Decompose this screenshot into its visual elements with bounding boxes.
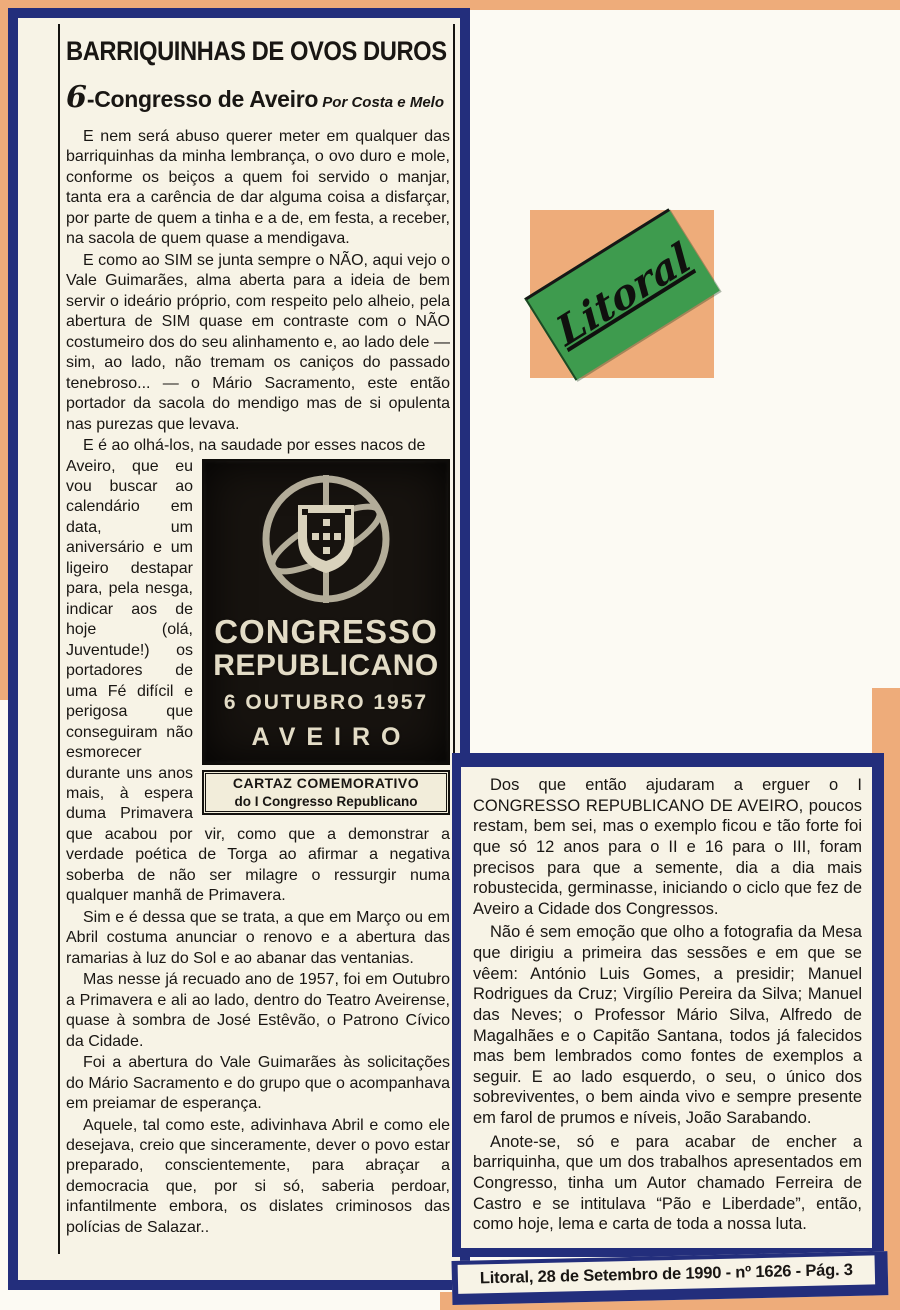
paragraph-1: E nem será abuso querer meter em qualquer das barriquinhas da minha lembrança, o ovo duro e mole, conforme os beiços a quem foi servido o manjar, tanta era a carência de dar alguma coisa a disfarçar, por parte de quem a tinha e a de, em festa, a receber, na sacola de quem quase a mendigava. <box>66 128 450 248</box>
subhead-ornament-numeral: 6 <box>66 80 87 115</box>
poster-city-line: AVEIRO <box>251 723 412 752</box>
continuation-paragraph-1: Dos que então ajudaram a erguer o I CONGRESSO REPUBLICANO DE AVEIRO, poucos restam, bem sei, mas o exemplo ficou e tão forte foi que só 12 anos para o II e 16 para o III, foram precisos para que a semente, dia a dia mais robustecida, germinasse, iniciando o ciclo que fez de Aveiro a Cidade dos Congressos. <box>473 776 862 918</box>
congress-poster-figure <box>202 459 450 816</box>
congress-poster-image <box>202 459 450 766</box>
portuguese-coat-of-arms-icon <box>251 467 401 615</box>
column-rule-left <box>58 24 60 1254</box>
article-content <box>66 36 450 1239</box>
article-subhead-row <box>66 80 450 115</box>
poster-title-line2: REPUBLICANO <box>213 649 439 683</box>
source-strip-text: Litoral, 28 de Setembro de 1990 - nº 1626 - Pág. 3 <box>479 1260 853 1288</box>
paragraph-3-intro: E é ao olhá-los, na saudade por esses nacos de <box>83 437 426 455</box>
article-clipping <box>8 8 470 1290</box>
continuation-paragraph-2: Não é sem emoção que olho a fotografia da Mesa que dirigiu a primeira das sessões e em que se vêem: António Luis Gomes, a presidir; Manuel Rodrigues da Cruz; Virgílio Pereira da Silva; Manuel das Neves; o Professor Mário Silva, Alfredo de Magalhães e o Capitão Santana, todos já falecidos mas bem lembrados como fontes de exemplos a seguir. E ao lado esquerdo, o seu, o único dos sobreviventes, o bem ainda vivo e sempre presente em farol de prumos e níveis, João Sarabando. <box>473 923 862 1127</box>
poster-caption-line1: CARTAZ COMEMORATIVO <box>232 775 420 792</box>
paragraph-7: Aquele, tal como este, adivinhava Abril e como ele desejava, creio que sinceramente, dever o povo estar preparado, conscientemente, para abraçar a democracia que, por si só, saberia perdoar, infantilmente embora, os dislates criminosos das polícias de Salazar.. <box>66 1116 450 1236</box>
paragraph-6: Foi a abertura do Vale Guimarães às solicitações do Mário Sacramento e do grupo que o acompanhava em preiamar de esperança. <box>66 1054 450 1113</box>
paragraph-4: Sim e é dessa que se trata, a que em Março ou em Abril costuma anunciar o renovo e a abertura das ramarias à luz do Sol e ao abanar das ventanias. <box>66 908 450 967</box>
continuation-paragraph-3: Anote-se, só e para acabar de encher a barriquinha, que um dos trabalhos apresentados em Congresso, tinha um Autor chamado Ferreira de Castro e se intitulava “Pão e Liberdade”, então, como hoje, lema e carta de toda a nossa luta. <box>473 1132 862 1234</box>
article-body <box>66 127 450 1238</box>
article-subtitle: -Congresso de Aveiro <box>86 86 319 112</box>
poster-caption <box>202 770 450 815</box>
poster-date-line: 6 OUTUBRO 1957 <box>223 691 429 715</box>
article-headline: BARRIQUINHAS DE OVOS DUROS <box>66 36 447 66</box>
poster-caption-line2: do I Congresso Republicano <box>234 793 418 809</box>
paragraph-3-wrap: Aveiro, que eu vou buscar ao calendário em data, um aniversário e um ligeiro destapar para, pela nesga, indicar aos de hoje (olá, Juventude!) os portadores de uma Fé difícil e perigosa que conseguiram não esmorecer durante uns anos mais, à espera duma Primavera que acabou por vir, como que a demonstrar a verdade poética de Torga ao afirmar a negativa soberba de não ser milagre o ressurgir numa qualquer manhã de Primavera. <box>66 457 450 905</box>
paragraph-5: Mas nesse já recuado ano de 1957, foi em Outubro a Primavera e ali ao lado, dentro do Teatro Aveirense, quase à sombra de José Estêvão, o Patrono Cívico da Cidade. <box>66 971 450 1050</box>
image-wrap-section <box>66 457 450 907</box>
paragraph-2: E como ao SIM se junta sempre o NÃO, aqui vejo o Vale Guimarães, alma aberta para a ideia de bem servir o ideário próprio, com respeito pelo alheio, pela abertura de SIM quase em contraste com o NÃO costumeiro dos do seu alinhamento e, ao lado dele — sim, ao lado, não tremam os caniços do passado tenebroso... — o Mário Sacramento, este então portador da sacola do mendigo mas de si opulenta nas purezas que levava. <box>66 251 450 433</box>
poster-title-line1: CONGRESSO <box>214 612 438 650</box>
continuation-clipping <box>452 753 884 1257</box>
litoral-stamp-label: Litoral <box>549 233 698 356</box>
article-byline: Por Costa e Melo <box>322 94 444 111</box>
